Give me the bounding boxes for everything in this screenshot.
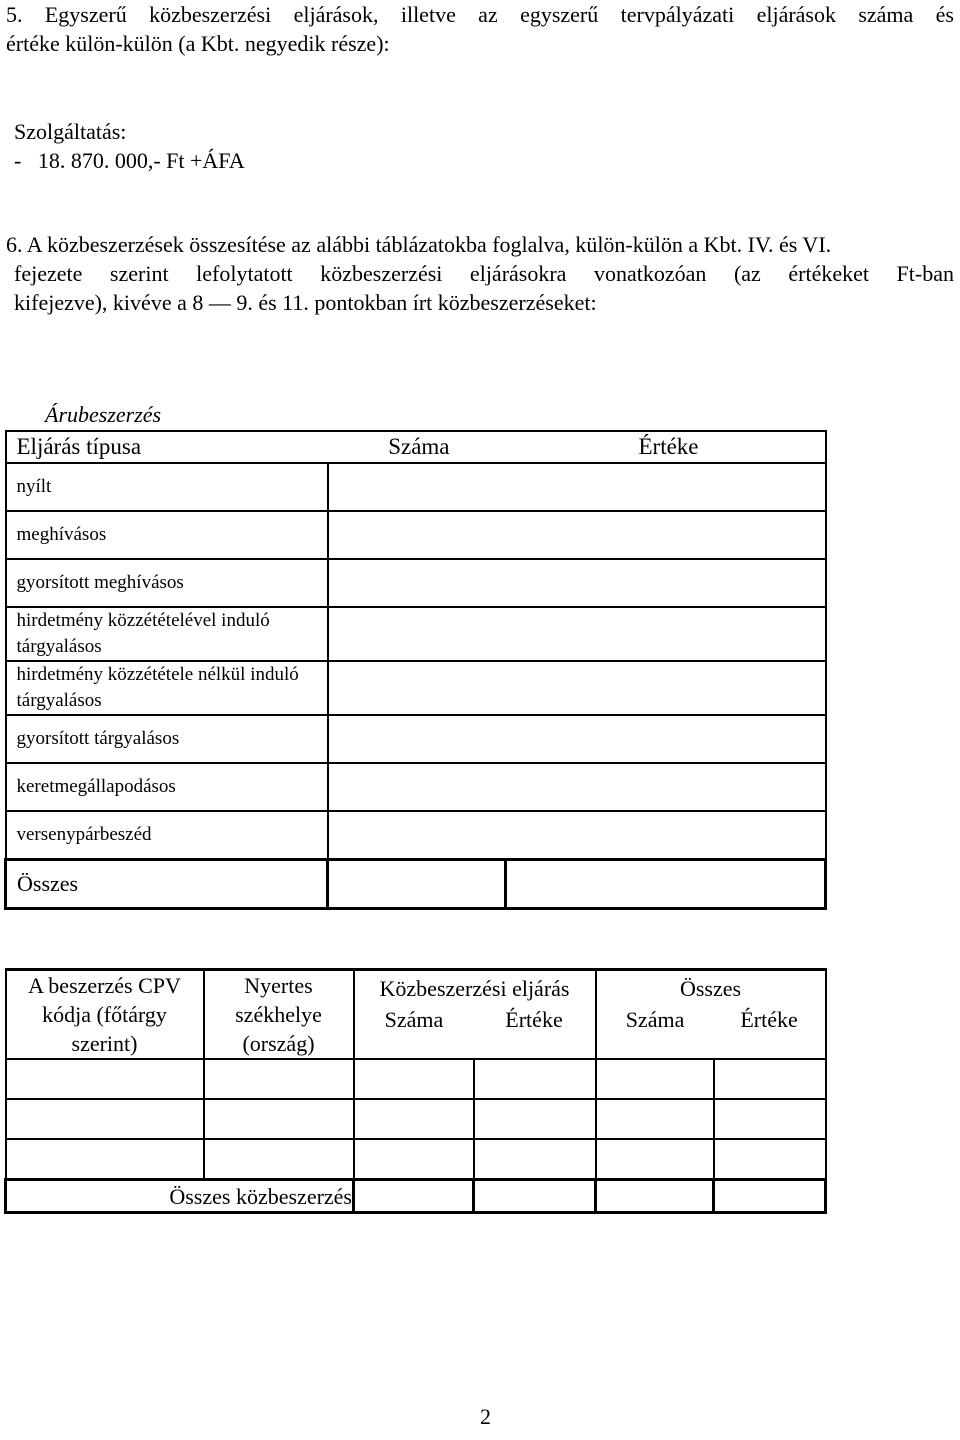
table-row (6, 1139, 826, 1180)
section6-line3: kifejezve), kivéve a 8 — 9. és 11. pontokban írt közbeszerzéseket: (14, 290, 597, 315)
value-cell (328, 559, 826, 607)
empty-cell (354, 1139, 474, 1180)
table-row (6, 463, 826, 511)
procurement-type-table (4, 430, 827, 910)
total-row (6, 1180, 826, 1213)
section5-heading-line1: 5. Egyszerű közbeszerzési eljárások, illetve az egyszerű tervpályázati eljárások száma és (6, 2, 954, 27)
service-value: - 18. 870. 000,- Ft +ÁFA (14, 148, 245, 173)
header-szama: Száma (328, 431, 506, 463)
row-label: gyorsított meghívásos (6, 559, 328, 607)
section6-line1: 6. A közbeszerzések összesítése az alábbi táblázatokba foglalva, külön-külön a Kbt. IV. és VI. (6, 232, 832, 257)
row-label: keretmegállapodásos (6, 763, 328, 811)
header-erteke: Értéke (506, 431, 826, 463)
subheader-erteke-1: Értéke (474, 1005, 596, 1059)
subheader-szama-1: Száma (354, 1005, 474, 1059)
empty-cell (474, 1099, 596, 1139)
header-winner-seat: Nyertes székhelye (ország) (204, 970, 354, 1060)
row-label: nyílt (6, 463, 328, 511)
header-eljaras-tipusa: Eljárás típusa (6, 431, 328, 463)
empty-cell (474, 1180, 596, 1213)
row-label: versenypárbeszéd (6, 811, 328, 860)
empty-cell (474, 1059, 596, 1099)
empty-cell (354, 1099, 474, 1139)
total-procurement-label: Összes közbeszerzés (6, 1180, 354, 1213)
table1-caption: Árubeszerzés (45, 402, 162, 427)
empty-cell (204, 1139, 354, 1180)
empty-cell (714, 1099, 826, 1139)
empty-cell (714, 1139, 826, 1180)
value-cell (328, 511, 826, 559)
service-label: Szolgáltatás: (14, 119, 127, 144)
row-label: gyorsított tárgyalásos (6, 715, 328, 763)
table-header-row (6, 970, 826, 1006)
value-cell (328, 661, 826, 715)
value-cell (328, 463, 826, 511)
subheader-szama-2: Száma (596, 1005, 714, 1059)
subheader-erteke-2: Értéke (714, 1005, 826, 1059)
value-cell (328, 715, 826, 763)
cpv-summary-table (4, 968, 827, 1214)
row-label: hirdetmény közzétételével induló tárgyalásos (6, 607, 328, 661)
total-row (6, 860, 826, 909)
section5-heading-line2: értéke külön-külön (a Kbt. negyedik része): (6, 31, 390, 56)
value-cell (328, 811, 826, 860)
table-row (6, 559, 826, 607)
empty-cell (596, 1180, 714, 1213)
table-row (6, 763, 826, 811)
table-row (6, 1099, 826, 1139)
total-count-cell (328, 860, 506, 909)
header-total: Összes (596, 970, 826, 1006)
table-row (6, 715, 826, 763)
page-number: 2 (480, 1404, 491, 1429)
total-value-cell (506, 860, 826, 909)
value-cell (328, 763, 826, 811)
table-row (6, 661, 826, 715)
header-procurement-procedure: Közbeszerzési eljárás (354, 970, 596, 1006)
empty-cell (6, 1139, 204, 1180)
table-row (6, 1059, 826, 1099)
row-label: meghívásos (6, 511, 328, 559)
empty-cell (596, 1139, 714, 1180)
empty-cell (596, 1059, 714, 1099)
section6-line2: fejezete szerint lefolytatott közbeszerzési eljárásokra vonatkozóan (az értékeket Ft-ban (14, 261, 954, 286)
empty-cell (714, 1059, 826, 1099)
empty-cell (354, 1059, 474, 1099)
empty-cell (204, 1059, 354, 1099)
empty-cell (474, 1139, 596, 1180)
empty-cell (6, 1059, 204, 1099)
row-label: hirdetmény közzététele nélkül induló tárgyalásos (6, 661, 328, 715)
table-row (6, 607, 826, 661)
empty-cell (596, 1099, 714, 1139)
value-cell (328, 607, 826, 661)
empty-cell (354, 1180, 474, 1213)
header-cpv-code: A beszerzés CPV kódja (főtárgy szerint) (6, 970, 204, 1060)
empty-cell (714, 1180, 826, 1213)
empty-cell (204, 1099, 354, 1139)
total-label: Összes (6, 860, 328, 909)
table-row (6, 511, 826, 559)
empty-cell (6, 1099, 204, 1139)
table-header-row (6, 431, 826, 463)
table-row (6, 811, 826, 860)
